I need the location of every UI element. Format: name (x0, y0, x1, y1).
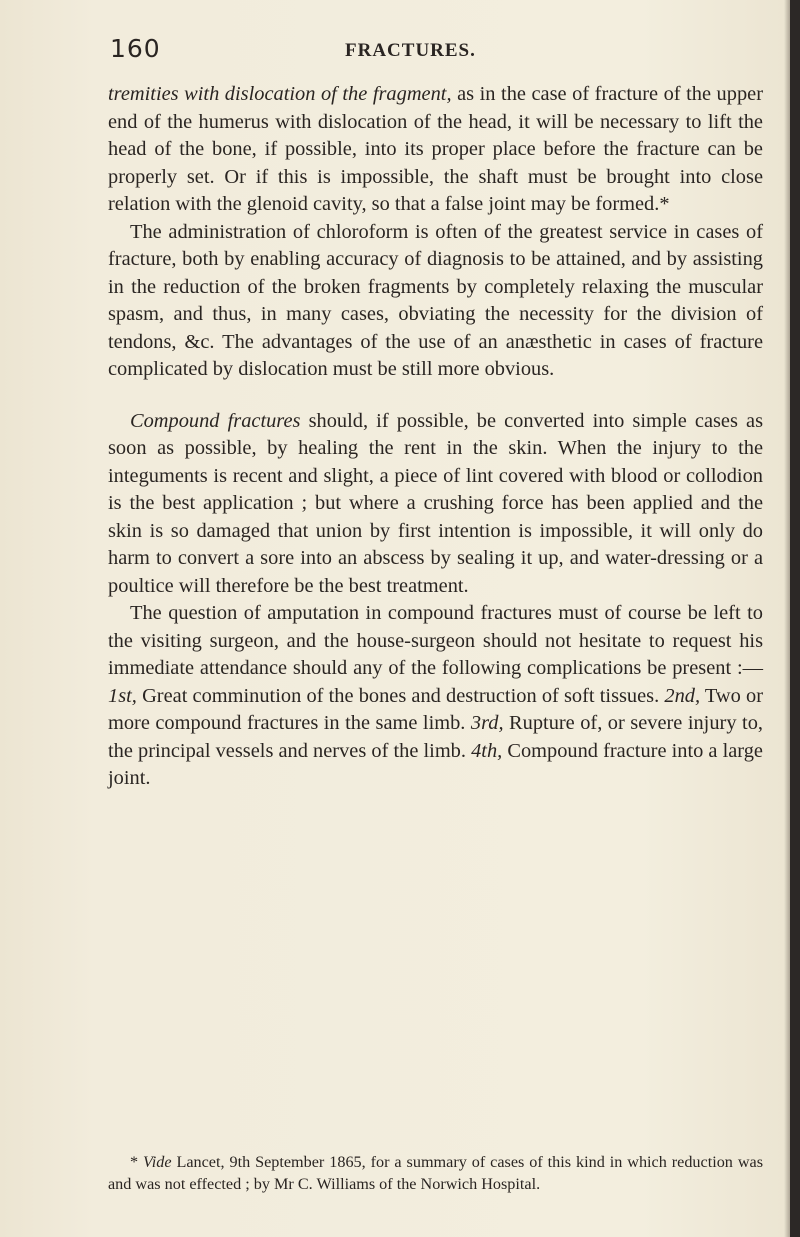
paragraph-text: Rupture of, or severe injury to, the principal vessels and nerves of the limb. (108, 712, 763, 762)
list-ordinal: 4th, (471, 739, 503, 762)
footnote (108, 1151, 763, 1195)
italic-phrase: tremities with dislocation of the fragment, (108, 83, 452, 105)
footnote-text (108, 1151, 763, 1195)
footnote-body: Lancet, 9th September 1865, for a summary of cases of this kind in which reduction was and was not effected ; by Mr C. Williams of the Norwich Hospital. (108, 1153, 764, 1193)
list-ordinal: 3rd, (470, 712, 504, 734)
body-text (108, 81, 763, 793)
list-ordinal: 2nd, (664, 684, 701, 707)
paragraph-text: Great comminution of the bones and destruction of soft tissues. (136, 684, 665, 707)
footnote-vide: Vide (143, 1153, 172, 1171)
paragraph-amputation (108, 600, 763, 793)
italic-phrase: Compound fractures (130, 409, 301, 432)
paragraph-text: Two or more compound fractures in the same limb. (108, 684, 763, 734)
paragraph-text: should, if possible, be converted into simple cases as soon as possible, by healing the rent in the skin. When the injury to the integuments is recent and slight, a piece of lint covered with blood or collodion is the best application ; but where a crushing force has been applied and the skin is so damaged that union by first intention is impossible, it will only do harm to convert a sore into an abscess by sealing it up, and water-dressing or a poultice will therefore be the best treatment. (108, 409, 764, 597)
running-head: FRACTURES. (345, 40, 476, 61)
paragraph-compound-fractures (108, 408, 763, 601)
paragraph-text: Compound fracture into a large joint. (108, 739, 763, 789)
list-ordinal: 1st, (108, 684, 137, 707)
paragraph-chloroform: The administration of chloroform is often of the greatest service in cases of fracture, both by enabling accuracy of diagnosis to be attained, and by assisting in the reduction of the broken fragments by completely relaxing the muscular spasm, and thus, in many cases, obviating the necessity for the division of tendons, &c. The advantages of the use of an anæsthetic in cases of fracture complicated by dislocation must be still more obvious. (108, 220, 763, 380)
page-number: 160 (110, 34, 161, 63)
page-header (0, 26, 800, 66)
paragraph-text: The question of amputation in compound fractures must of course be left to the visiting surgeon, and the house-surgeon should not hesitate to request his immediate attendance should any of the following complications be present :— (108, 602, 763, 679)
paragraph-text: as in the case of fracture of the upper end of the humerus with dislocation of the head, it will be necessary to lift the head of the bone, if possible, into its proper place before the fracture can be properly set. Or if this is impossible, the shaft must be brought into close relation with the glenoid cavity, so that a false joint may be formed.* (108, 83, 763, 215)
paragraph-continuation (108, 81, 763, 219)
page-dark-edge (790, 0, 800, 1237)
footnote-marker: * (130, 1153, 144, 1171)
